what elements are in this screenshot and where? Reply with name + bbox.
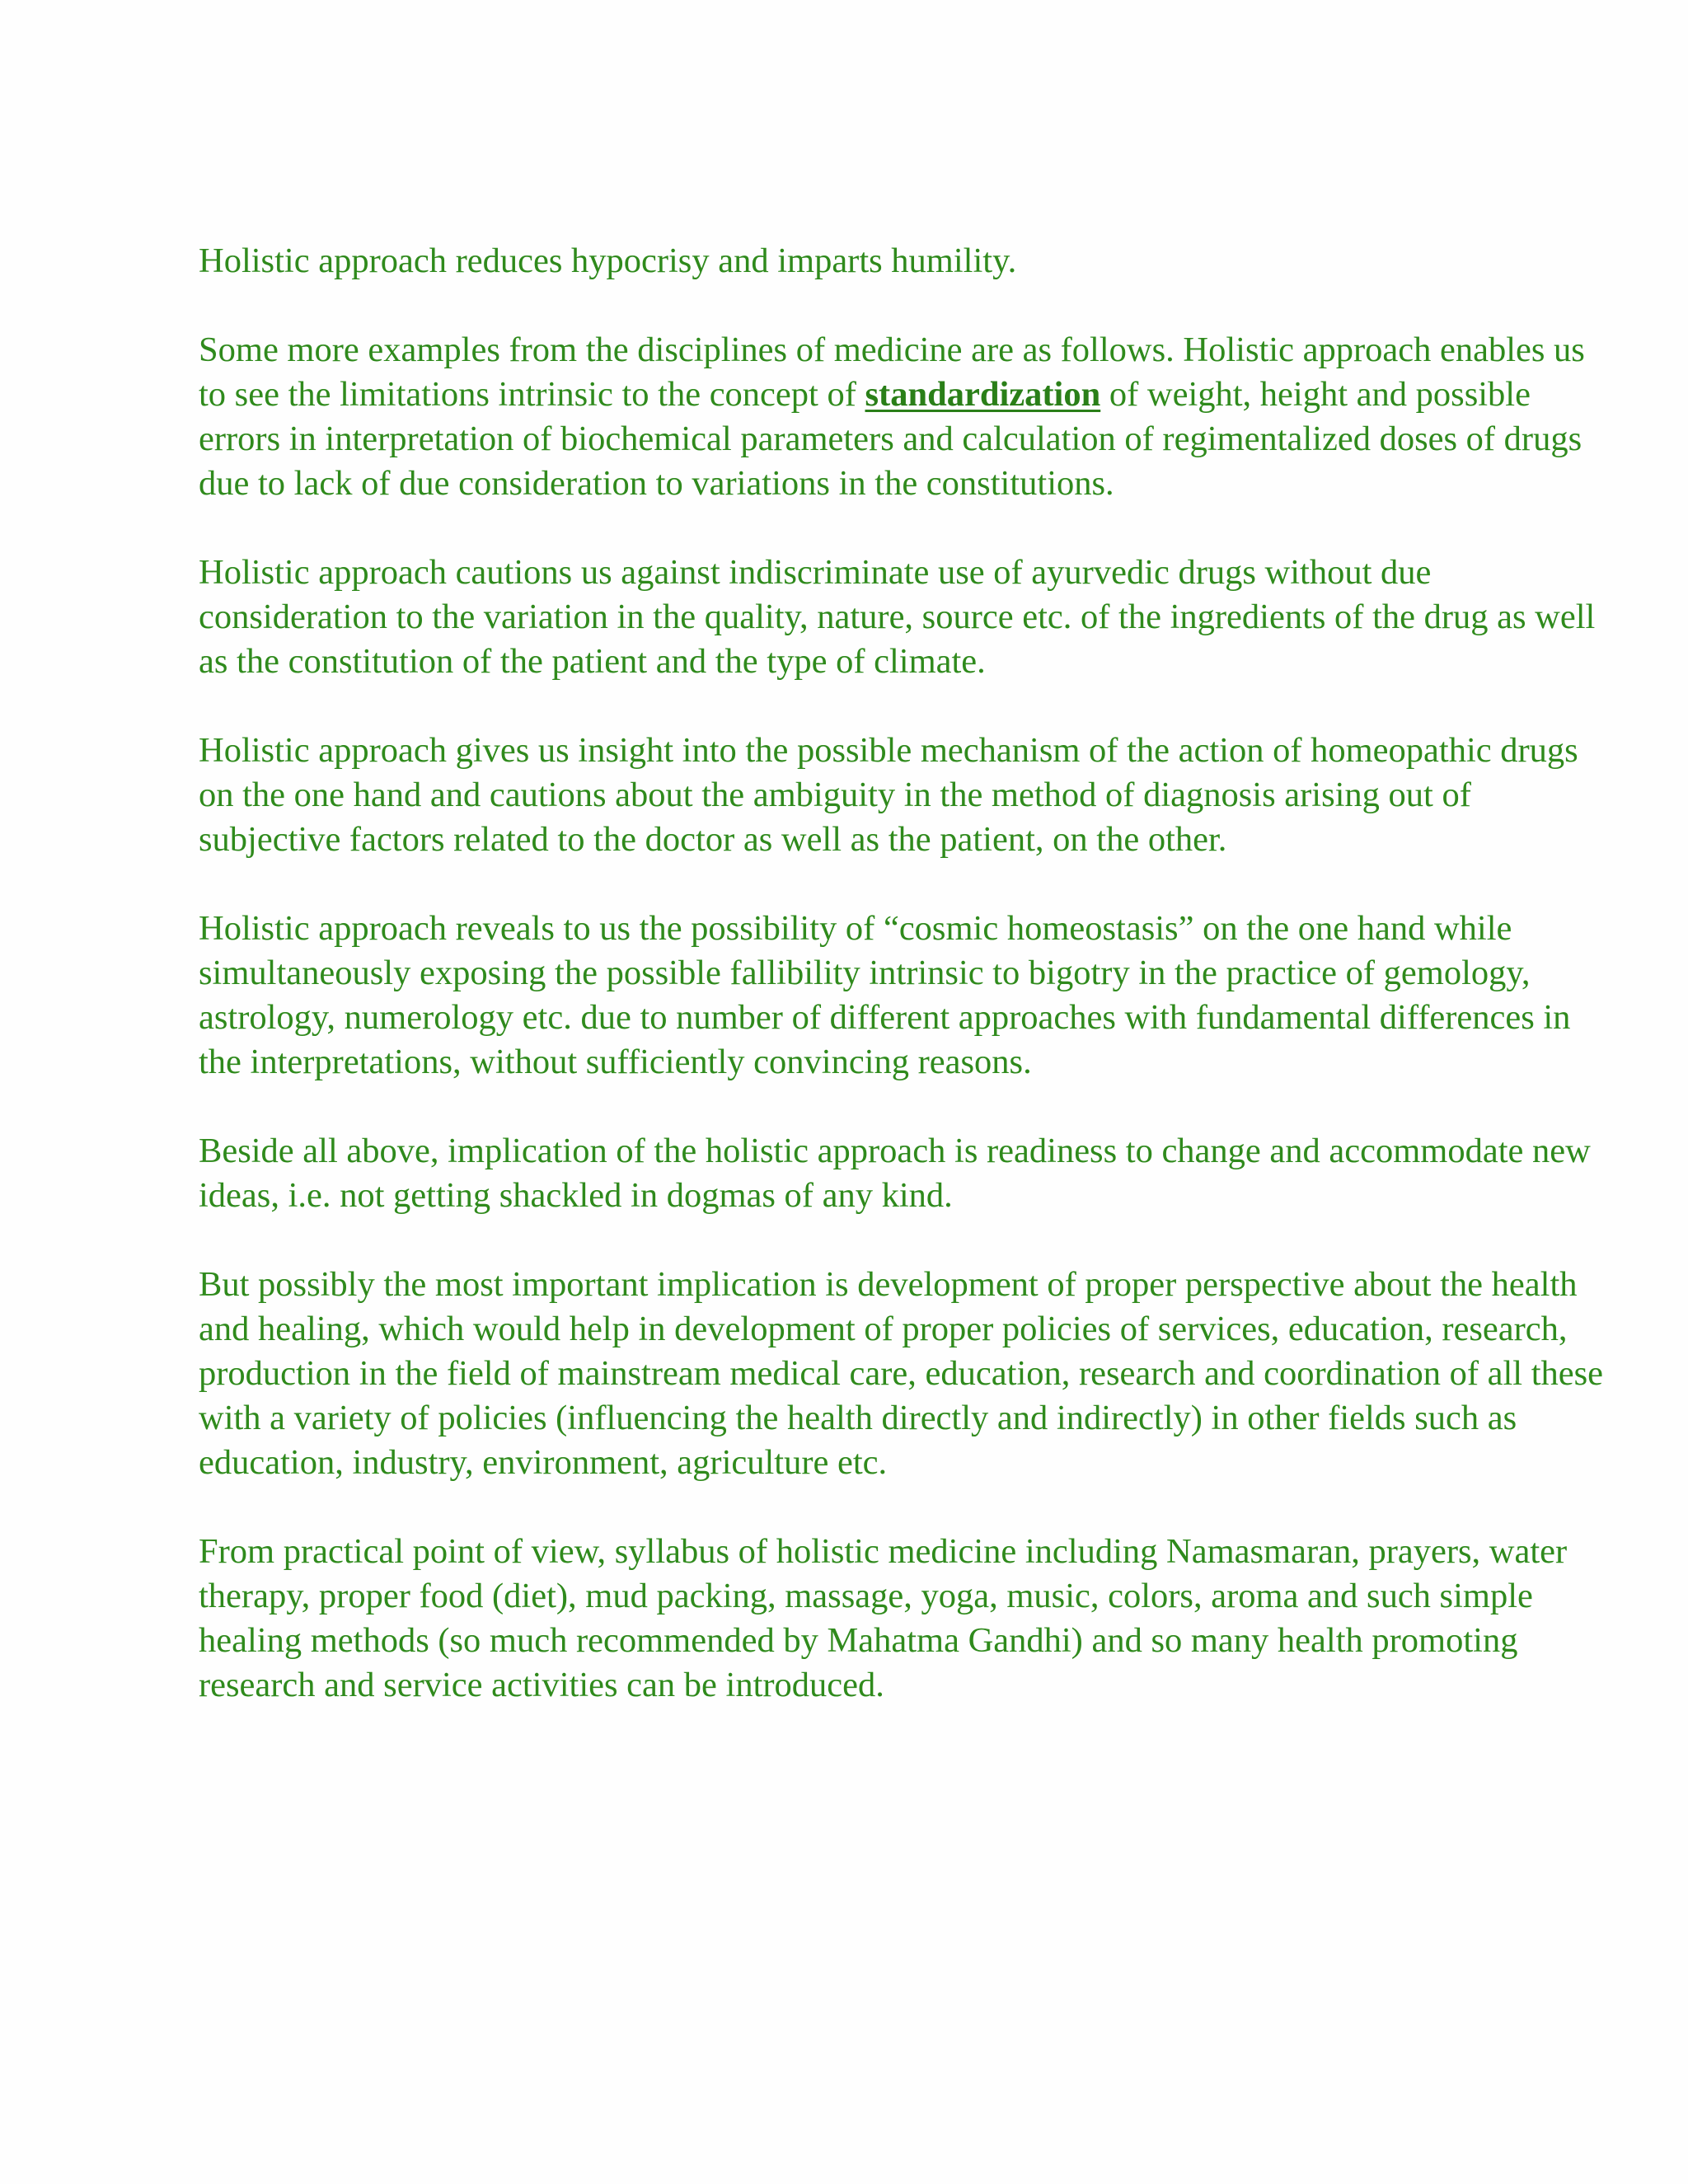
paragraph-text-after-link: of weight, height and possible errors in interpretation of biochemical parameters and calculation of regimentalized doses of drugs due to lack of due consideration to variations in the constitutions. <box>199 375 1582 503</box>
paragraph-cosmic-homeostasis: Holistic approach reveals to us the possibility of “cosmic homeostasis” on the one hand while simultaneously exposing the possible fallibility intrinsic to bigotry in the practice of gemology, astrology, numerology etc. due to number of different approaches with fundamental differences in the interpretations, without sufficiently convincing reasons. <box>199 909 1571 1081</box>
standardization-link[interactable]: standardization <box>865 375 1101 414</box>
paragraph-readiness-to-change: Beside all above, implication of the holistic approach is readiness to change and accommodate new ideas, i.e. not getting shackled in dogmas of any kind. <box>199 1132 1591 1215</box>
paragraph-practical-syllabus: From practical point of view, syllabus of holistic medicine including Namasmaran, prayers, water therapy, proper food (diet), mud packing, massage, yoga, music, colors, aroma and such simple healing methods (so much recommended by Mahatma Gandhi) and so many health promoting research and service activities can be introduced. <box>199 1532 1568 1704</box>
paragraph-text-before-link: Some more examples from the disciplines of medicine are as follows. Holistic approach enables us to see the limitations intrinsic to the concept of <box>199 330 1585 414</box>
document-body <box>199 239 1616 1752</box>
paragraph-standardization <box>199 328 1616 506</box>
paragraph-proper-perspective: But possibly the most important implication is development of proper perspective about the health and healing, which would help in development of proper policies of services, education, research, production in the field of mainstream medical care, education, research and coordination of all these with a variety of policies (influencing the health directly and indirectly) in other fields such as education, industry, environment, agriculture etc. <box>199 1265 1604 1482</box>
paragraph-humility: Holistic approach reduces hypocrisy and imparts humility. <box>199 241 1017 280</box>
paragraph-ayurvedic: Holistic approach cautions us against indiscriminate use of ayurvedic drugs without due consideration to the variation in the quality, nature, source etc. of the ingredients of the drug as well as the constitution of the patient and the type of climate. <box>199 553 1596 681</box>
paragraph-homeopathic: Holistic approach gives us insight into the possible mechanism of the action of homeopathic drugs on the one hand and cautions about the ambiguity in the method of diagnosis arising out of subjective factors related to the doctor as well as the patient, on the other. <box>199 731 1578 859</box>
